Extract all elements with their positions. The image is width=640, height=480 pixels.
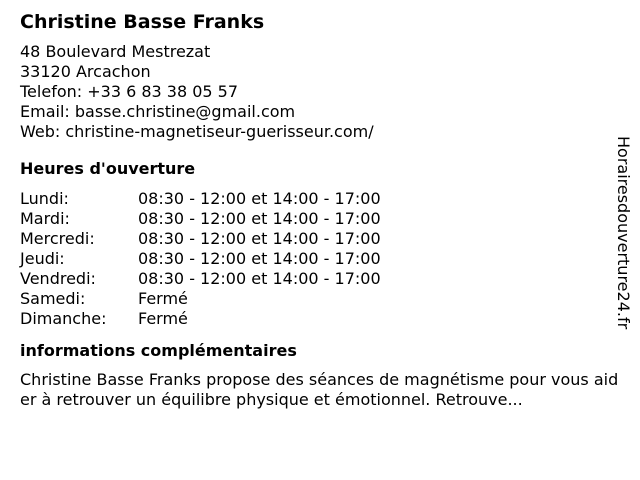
hours-row-saturday [20,289,620,309]
day-hours: 08:30 - 12:00 et 14:00 - 17:00 [138,189,381,208]
email-address: Email: basse.christine@gmail.com [20,102,296,121]
business-name: Christine Basse Franks [20,11,265,33]
day-label: Dimanche: [20,309,107,328]
contact-block [20,42,620,142]
day-label: Jeudi: [20,249,65,268]
hours-row-friday [20,269,620,289]
business-card [20,10,620,410]
day-label: Mercredi: [20,229,95,248]
day-label: Mardi: [20,209,70,228]
day-hours: 08:30 - 12:00 et 14:00 - 17:00 [138,249,381,268]
hours-row-sunday [20,309,620,329]
day-label: Samedi: [20,289,86,308]
day-label: Lundi: [20,189,69,208]
opening-hours-list [20,189,620,329]
day-hours: 08:30 - 12:00 et 14:00 - 17:00 [138,209,381,228]
day-label: Vendredi: [20,269,96,288]
day-hours: Fermé [138,309,188,328]
additional-info-title: informations complémentaires [20,341,297,360]
hours-row-thursday [20,249,620,269]
hours-row-tuesday [20,209,620,229]
website-url: Web: christine-magnetiseur-guerisseur.com/ [20,122,374,141]
phone-number: Telefon: +33 6 83 38 05 57 [20,82,239,101]
site-watermark: Horairesdouverture24.fr [614,136,633,330]
address-street: 48 Boulevard Mestrezat [20,42,211,61]
address-city: 33120 Arcachon [20,62,151,81]
hours-row-monday [20,189,620,209]
opening-hours-title: Heures d'ouverture [20,159,196,178]
day-hours: 08:30 - 12:00 et 14:00 - 17:00 [138,269,381,288]
day-hours: 08:30 - 12:00 et 14:00 - 17:00 [138,229,381,248]
hours-row-wednesday [20,229,620,249]
business-description: Christine Basse Franks propose des séances de magnétisme pour vous aider à retrouver un équilibre physique et émotionnel. Retrouve... [20,370,619,409]
day-hours: Fermé [138,289,188,308]
